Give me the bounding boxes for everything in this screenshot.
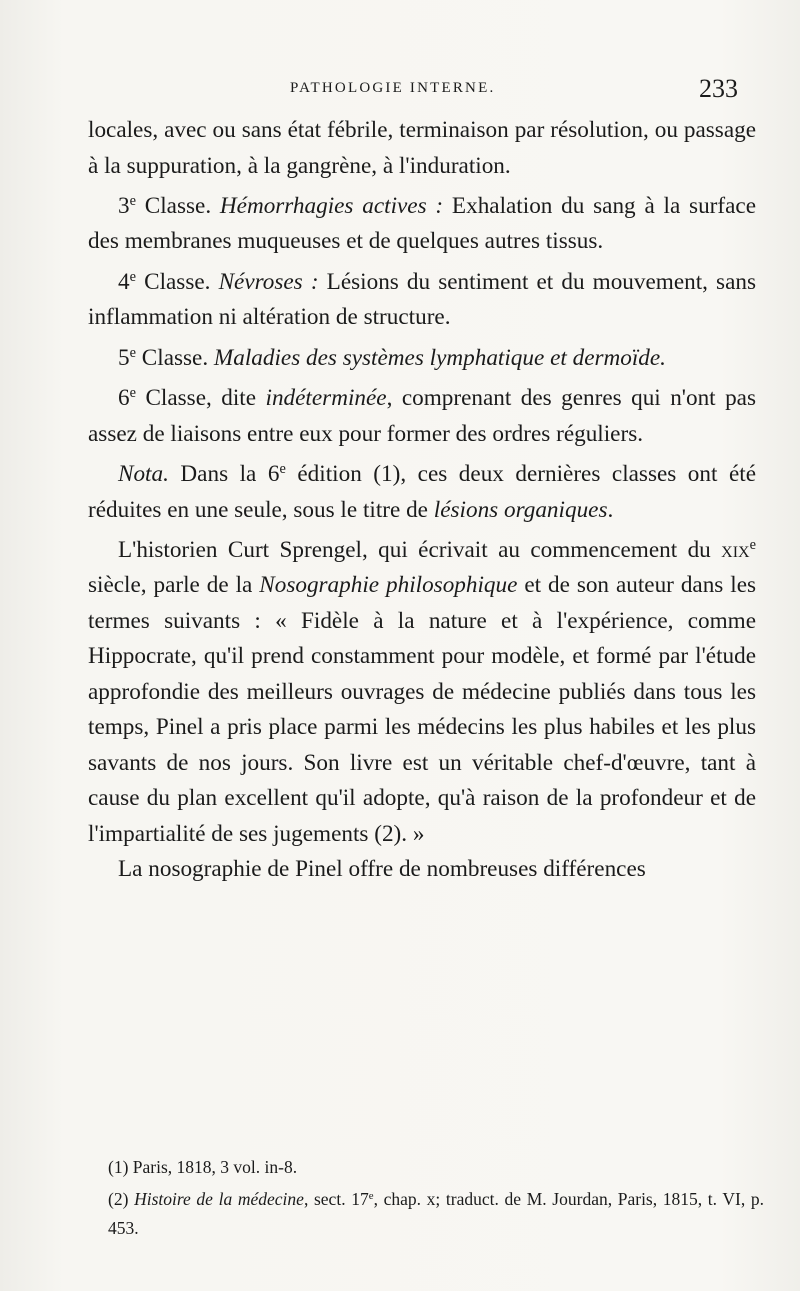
class-number: 4 [118,268,130,295]
footnote-2-title: Histoire de la médecine [134,1188,304,1209]
sprengel-quote: et de son auteur dans les termes suivants : « Fidèle à la nature et à l'expérience, comme Hippocrate, qu'il prend constamment pour modèle, et formé par l'étude approfondie des meilleurs ouvrages de médecine publiés dans tous les temps, Pinel a pris place parmi les médecins les plus habiles et les plus savants de nos jours. Son livre est un véritable chef-d'œuvre, tant à cause du plan excellent qu'il adopte, qu'à raison de la profondeur et de l'impartialité de ses jugements (2). » [88,572,757,847]
paragraph-nota [88,452,756,528]
paragraph-class-5 [88,336,756,376]
class-label: Classe. [135,268,219,295]
sprengel-text-a: L'historien Curt Sprengel, qui écrivait au commencement du [118,536,722,563]
class-description: Lésions du sentiment et du mouvement, sans inflammation ni altération de structure. [88,268,756,331]
ordinal-suffix: e [129,193,136,209]
class-title: Névroses : [218,268,319,295]
paragraph-class-3 [88,184,756,260]
paragraph-inflammation-continuation: locales, avec ou sans état fébrile, terminaison par résolution, ou passage à la suppuration, à la gangrène, à l'induration. [88,117,756,179]
paragraph-nosographie: La nosographie de Pinel offre de nombreuses différences [118,856,646,883]
nota-label: Nota. [118,461,169,488]
book-title: Nosographie philosophique [259,572,518,599]
footnote-2-text-b: , chap. x; traduct. de M. Jourdan, Paris, 1815, t. VI, p. 453. [108,1188,764,1238]
century-numeral: xix [721,536,750,563]
class-number: 3 [118,192,130,219]
paragraph-class-6 [88,376,756,452]
class-label: Classe. [135,344,214,371]
footnote-1: (1) Paris, 1818, 3 vol. in-8. [108,1157,298,1177]
class-description: Exhalation du sang à la surface des membranes muqueuses et de quelques autres tissus. [88,192,756,255]
footnote-2-text-a: , sect. 17 [303,1188,369,1209]
footnotes [108,1153,764,1243]
class-title: Hémorrhagies actives : [219,192,444,219]
page-header [290,74,738,108]
ordinal-suffix: e [368,1190,374,1202]
footnote-2 [108,1182,764,1243]
running-head: PATHOLOGIE INTERNE. [290,80,496,96]
nota-text-a: Dans la 6 [168,461,280,488]
body-text [88,113,756,888]
page-number: 233 [699,74,738,103]
nota-title: lésions organiques [433,496,608,523]
paragraph-class-4 [88,260,756,336]
class-label: Classe. [135,192,220,219]
nota-end: . [607,496,614,523]
ordinal-suffix: e [129,385,136,402]
ordinal-suffix: e [749,537,756,554]
ordinal-suffix: e [129,344,136,361]
class-title: Maladies des systèmes lymphatique et dermoïde. [213,344,666,371]
class-number: 5 [118,344,130,371]
paragraph-sprengel-quote [88,528,756,852]
ordinal-suffix: e [279,461,286,478]
class-title: indéterminée [265,385,387,412]
class-description: , comprenant des genres qui n'ont pas assez de liaisons entre eux pour former des ordres réguliers. [88,385,756,447]
footnote-2-marker: (2) [108,1188,135,1209]
class-number: 6 [118,385,130,412]
sprengel-text-b: siècle, parle de la [88,572,260,599]
ordinal-suffix: e [129,268,136,285]
nota-text-b: édition (1), ces deux dernières classes ont été réduites en une seule, sous le titre de [88,461,756,523]
class-label: Classe, dite [135,385,266,412]
